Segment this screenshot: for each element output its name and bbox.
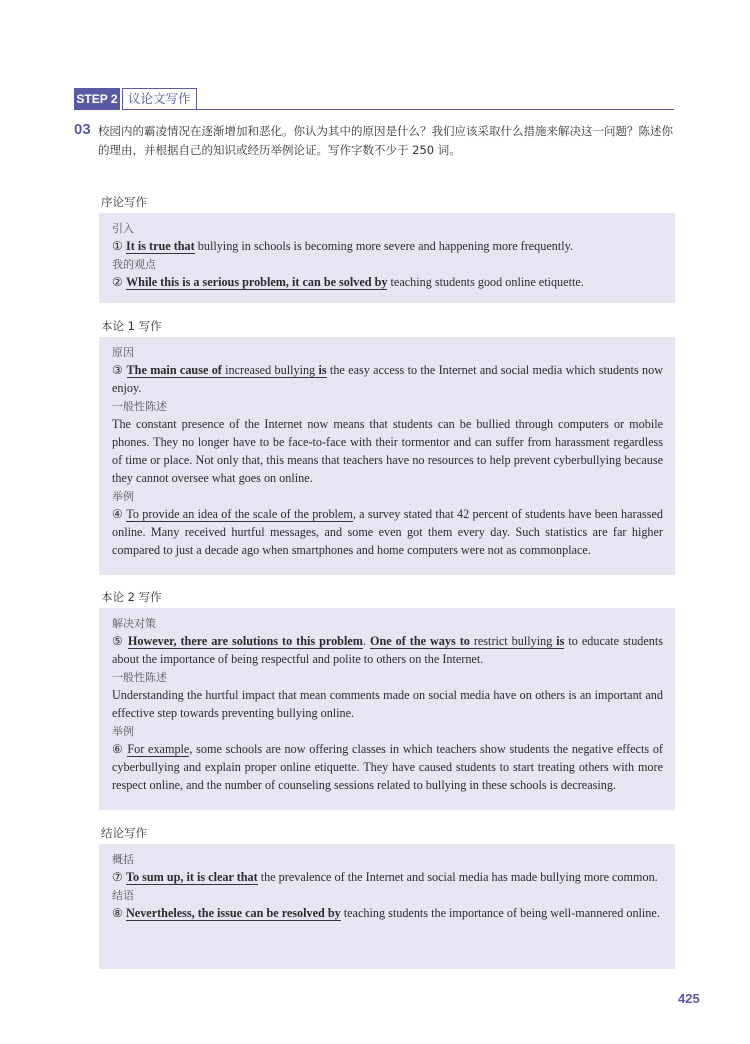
label-general-statement: 一般性陈述 — [112, 671, 167, 684]
label-example: 举例 — [112, 490, 134, 503]
question-text: 校园内的霸凌情况在逐渐增加和恶化。你认为其中的原因是什么？我们应该采取什么措施来解决这一问题？陈述你的理由，并根据自己的知识或经历举例论证。写作字数不少于 250 词。 — [98, 124, 673, 157]
key-phrase: It is true that — [125, 239, 195, 253]
underlined-text: restrict bullying — [469, 634, 557, 648]
intro-paragraph-1 — [112, 237, 663, 255]
body2-box — [99, 608, 675, 810]
body1-box — [99, 337, 675, 575]
key-phrase: One of the ways to — [369, 634, 470, 648]
key-phrase: For example — [127, 742, 190, 756]
circled-number: ⑧ — [112, 906, 123, 920]
label-summary: 概括 — [112, 853, 134, 866]
body2-paragraph-3 — [112, 740, 663, 794]
label-introduction: 引入 — [112, 222, 134, 235]
body2-paragraph-2: Understanding the hurtful impact that mean comments made on social media have on others is an important and effective step towards preventing bullying online. — [112, 688, 663, 720]
question-number: 03 — [74, 121, 91, 138]
label-general-statement: 一般性陈述 — [112, 400, 167, 413]
key-phrase: To sum up, it is clear that — [125, 870, 258, 884]
label-example: 举例 — [112, 725, 134, 738]
circled-number: ⑥ — [112, 742, 124, 756]
intro-paragraph-2 — [112, 273, 663, 291]
conclusion-paragraph-2 — [112, 904, 663, 922]
label-closing: 结语 — [112, 889, 134, 902]
sentence-text: teaching students good online etiquette. — [387, 275, 584, 289]
body1-paragraph-3 — [112, 505, 663, 559]
sentence-text: to educate students about the importance of being respectful and polite to others on the Internet. — [112, 634, 664, 666]
conclusion-paragraph-1 — [112, 868, 663, 886]
sentence-text: , some schools are now offering classes in which teachers show students the negative effects of cyberbullying and explain proper online etiquette. They have caused students to start treating others with more respect online, and the number of counseling sessions related to bullying in these schools is decreasing. — [112, 742, 663, 792]
circled-number: ⑤ — [112, 634, 124, 648]
sentence-text: teaching students the importance of being well-mannered online. — [340, 906, 660, 920]
circled-number: ② — [112, 275, 123, 289]
underlined-text: increased bullying — [221, 363, 319, 377]
label-cause: 原因 — [112, 346, 134, 359]
sentence-text: , a survey stated that 42 percent of students have been harassed online. Many received hurtful messages, and some even got them every day. Such statistics are far higher compared to just a decade ago when smartphones and home computers were not as commonplace. — [112, 507, 663, 557]
key-phrase: The main cause of — [126, 363, 222, 377]
body2-paragraph-1 — [112, 632, 663, 668]
section-heading-conclusion: 结论写作 — [101, 826, 147, 840]
step-badge: STEP 2 — [74, 88, 120, 110]
circled-number: ④ — [112, 507, 124, 521]
page-number: 425 — [678, 991, 700, 1006]
step-underline — [122, 109, 674, 110]
section-heading-body1: 本论 1 写作 — [101, 319, 162, 333]
section-heading-intro: 序论写作 — [101, 195, 147, 209]
label-my-opinion: 我的观点 — [112, 258, 156, 271]
key-phrase: To provide an idea of the scale of the problem — [126, 507, 353, 521]
step-title: 议论文写作 — [122, 88, 197, 110]
circled-number: ③ — [112, 363, 124, 377]
sentence-text: the prevalence of the Internet and social media has made bullying more common. — [257, 870, 658, 884]
conclusion-box — [99, 844, 675, 969]
body1-paragraph-2: The constant presence of the Internet now means that students can be bullied through computers or mobile phones. They no longer have to be face-to-face with their tormentor and can suffer from harassment regardless of time or place. Not only that, this means that teachers have no resources to help prevent cyberbullying because they cannot oversee what goes on online. — [112, 417, 663, 485]
sentence-text: . — [362, 634, 370, 648]
key-phrase: is — [556, 634, 565, 648]
key-phrase: While this is a serious problem, it can be solved by — [125, 275, 388, 289]
intro-box — [99, 213, 675, 303]
body1-paragraph-1 — [112, 361, 663, 397]
circled-number: ① — [112, 239, 123, 253]
key-phrase: is — [318, 363, 327, 377]
key-phrase: Nevertheless, the issue can be resolved by — [125, 906, 341, 920]
section-heading-body2: 本论 2 写作 — [101, 590, 162, 604]
sentence-text: bullying in schools is becoming more severe and happening more frequently. — [194, 239, 573, 253]
label-solution: 解决对策 — [112, 617, 156, 630]
sentence-text: the easy access to the Internet and social media which students now enjoy. — [112, 363, 663, 395]
key-phrase: However, there are solutions to this problem — [127, 634, 363, 648]
step-header — [74, 88, 674, 110]
circled-number: ⑦ — [112, 870, 123, 884]
